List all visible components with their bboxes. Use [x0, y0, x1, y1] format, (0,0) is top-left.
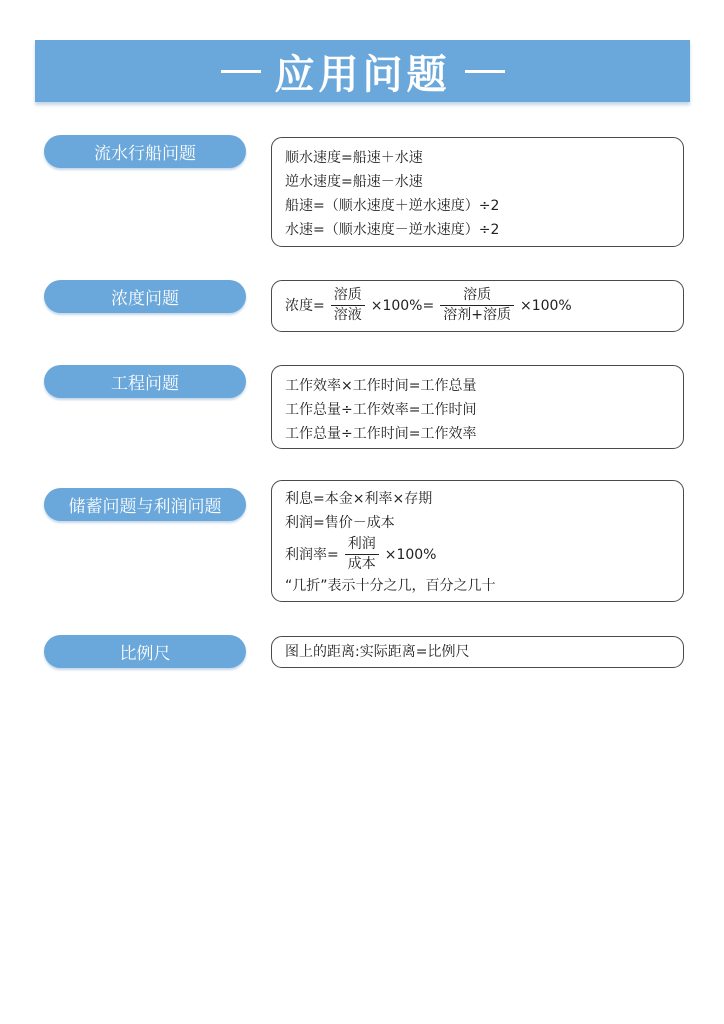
section-label-scale: 比例尺: [44, 635, 246, 668]
title-left-dash: [221, 70, 261, 73]
formula-line: 顺水速度=船速＋水速: [285, 150, 423, 166]
profit-rate-formula: [285, 535, 683, 574]
fraction-denominator: 溶剂+溶质: [440, 305, 514, 325]
formula-line: 工作总量÷工作时间=工作效率: [285, 426, 477, 442]
formula-prefix: 浓度=: [285, 297, 325, 314]
formula-line: 逆水速度=船速－水速: [285, 174, 423, 190]
concentration-formula: [285, 286, 683, 325]
formula-box-concentration: [271, 280, 684, 332]
title-banner: [35, 40, 690, 102]
formula-line: 利息=本金×利率×存期: [285, 491, 433, 507]
title-right-dash: [465, 70, 505, 73]
fraction: [345, 535, 379, 574]
formula-line: 工作效率×工作时间=工作总量: [285, 378, 477, 394]
fraction-numerator: 利润: [347, 536, 376, 552]
formula-line: 工作总量÷工作效率=工作时间: [285, 402, 477, 418]
formula-line: 利润=售价－成本: [285, 515, 395, 531]
fraction-denominator: 成本: [345, 554, 379, 574]
formula-line: 图上的距离:实际距离=比例尺: [285, 644, 470, 660]
formula-line: 水速=（顺水速度－逆水速度）÷2: [285, 222, 500, 238]
formula-suffix: ×100%: [519, 297, 572, 314]
section-label-concentration: 浓度问题: [44, 280, 246, 313]
discount-note: “几折”表示十分之几，百分之几十: [285, 578, 496, 594]
formula-suffix: ×100%: [384, 546, 437, 563]
page-title: 应用问题: [274, 51, 451, 98]
formula-prefix: 利润率=: [285, 546, 339, 563]
section-label-work: 工程问题: [44, 365, 246, 398]
fraction: [440, 286, 514, 325]
fraction: [331, 286, 365, 325]
fraction-numerator: 溶质: [333, 287, 362, 303]
fraction-denominator: 溶液: [331, 305, 365, 325]
fraction-numerator: 溶质: [463, 287, 492, 303]
section-label-boat: 流水行船问题: [44, 135, 246, 168]
formula-line: 船速=（顺水速度＋逆水速度）÷2: [285, 198, 500, 214]
formula-box-scale: [271, 636, 684, 668]
section-label-savings-profit: 储蓄问题与利润问题: [44, 488, 246, 521]
formula-box-work: [271, 365, 684, 449]
formula-box-boat: [271, 137, 684, 247]
formula-middle: ×100%=: [370, 297, 435, 314]
formula-box-savings-profit: [271, 480, 684, 602]
